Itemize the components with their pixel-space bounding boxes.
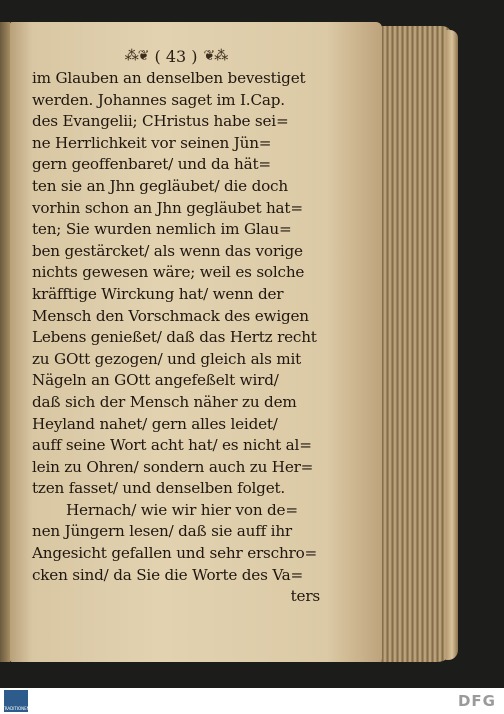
text-line: im Glauben an denselben bevestiget <box>32 69 306 87</box>
text-line: ben gestärcket/ als wenn das vorige <box>32 241 303 260</box>
page-header <box>116 45 236 67</box>
page-number: ( 43 ) <box>154 46 198 66</box>
text-line: cken sind/ da Sie die Worte des Va= <box>32 565 304 584</box>
text-line: tzen fasset/ und denselben folget. <box>32 479 286 498</box>
text-line: gern geoffenbaret/ und da hät= <box>32 155 271 174</box>
ornament-right-icon: ❦⁂ <box>203 48 228 64</box>
page-stack-edges <box>378 26 452 662</box>
text-line: ten sie an Jhn gegläubet/ die doch <box>32 176 288 195</box>
text-line: lein zu Ohren/ sondern auch zu Her= <box>32 457 314 476</box>
catchword: ters <box>290 587 320 606</box>
text-line: kräfftige Wirckung hat/ wenn der <box>32 284 284 303</box>
text-line: des Evangelii; CHristus habe sei= <box>32 112 289 131</box>
text-line: nen Jüngern lesen/ daß sie auff ihr <box>32 522 292 541</box>
slub-logo-icon[interactable] <box>4 690 28 712</box>
text-line: nichts gewesen wäre; weil es solche <box>32 263 305 282</box>
book-spine-left <box>0 22 10 662</box>
text-line: Nägeln an GOtt angefeßelt wird/ <box>32 371 279 390</box>
page-body-text <box>32 68 322 608</box>
text-line: zu GOtt gezogen/ und gleich als mit <box>32 349 302 368</box>
text-line: Mensch den Vorschmack des ewigen <box>32 306 309 325</box>
book-cover-edge <box>446 30 458 660</box>
text-line: Heyland nahet/ gern alles leidet/ <box>32 414 278 433</box>
text-line: Hernach/ wie wir hier von de= <box>66 500 298 519</box>
dfg-logo[interactable]: DFG <box>457 692 496 710</box>
text-line: vorhin schon an Jhn gegläubet hat= <box>32 198 303 217</box>
logo-subtext: TRADITIONEN <box>2 706 30 711</box>
text-line: ne Herrlichkeit vor seinen Jün= <box>32 133 272 152</box>
text-line: auff seine Wort acht hat/ es nicht al= <box>32 436 312 455</box>
text-line: Angesicht gefallen und sehr erschro= <box>32 544 318 563</box>
ornament-left-icon: ⁂❦ <box>124 48 149 64</box>
text-line: ten; Sie wurden nemlich im Glau= <box>32 220 292 239</box>
text-line: daß sich der Mensch näher zu dem <box>32 392 297 411</box>
text-line: werden. Johannes saget im I.Cap. <box>32 90 285 109</box>
viewer-footer <box>0 688 504 714</box>
text-line: Lebens genießet/ daß das Hertz recht <box>32 328 317 347</box>
